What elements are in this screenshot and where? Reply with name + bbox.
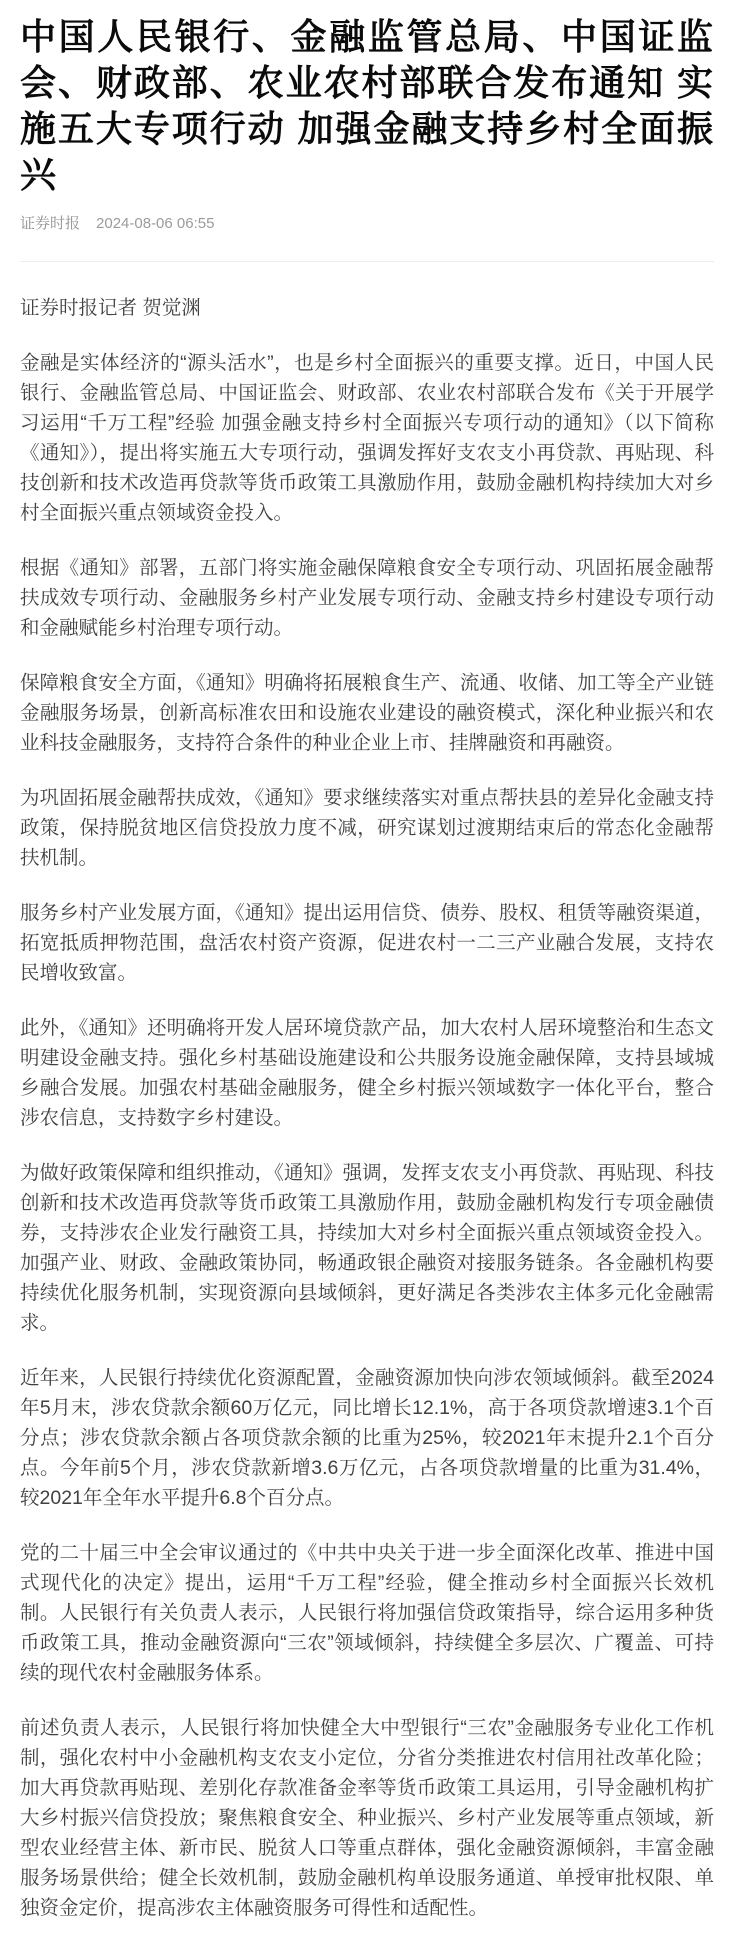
article-paragraph: 服务乡村产业发展方面，《通知》提出运用信贷、债券、股权、租赁等融资渠道，拓宽抵质押物范围，盘活农村资产资源，促进农村一二三产业融合发展，支持农民增收致富。: [20, 902, 714, 984]
publish-timestamp: 2024-08-06 06:55: [96, 215, 215, 232]
reporter-byline: 证券时报记者 贺觉渊: [20, 297, 201, 319]
article-paragraph: 金融是实体经济的“源头活水”，也是乡村全面振兴的重要支撑。近日，中国人民银行、金融监管总局、中国证监会、财政部、农业农村部联合发布《关于开展学习运用“千万工程”经验 加强金融支持乡村全面振兴专项行动的通知》（以下简称《通知》），提出将实施五大专项行动，强调发挥好支农支小再贷款、再贴现、科技创新和技术改造再贷款等货币政策工具激励作用，鼓励金融机构持续加大对乡村全面振兴重点领域资金投入。: [20, 352, 714, 524]
article-paragraph: 根据《通知》部署，五部门将实施金融保障粮食安全专项行动、巩固拓展金融帮扶成效专项行动、金融服务乡村产业发展专项行动、金融支持乡村建设专项行动和金融赋能乡村治理专项行动。: [20, 557, 714, 639]
article-paragraph: 前述负责人表示，人民银行将加快健全大中型银行“三农”金融服务专业化工作机制，强化农村中小金融机构支农支小定位，分省分类推进农村信用社改革化险；加大再贷款再贴现、差别化存款准备金率等货币政策工具运用，引导金融机构扩大乡村振兴信贷投放；聚焦粮食安全、种业振兴、乡村产业发展等重点领域，新型农业经营主体、新市民、脱贫人口等重点群体，强化金融资源倾斜，丰富金融服务场景供给；健全长效机制，鼓励金融机构单设服务通道、单授审批权限、单独资金定价，提高涉农主体融资服务可得性和适配性。: [20, 1717, 714, 1919]
source-name: 证券时报: [20, 215, 81, 232]
article-paragraph: 为做好政策保障和组织推动，《通知》强调，发挥支农支小再贷款、再贴现、科技创新和技术改造再贷款等货币政策工具激励作用，鼓励金融机构发行专项金融债券，支持涉农企业发行融资工具，持续加大对乡村全面振兴重点领域资金投入。加强产业、财政、金融政策协同，畅通政银企融资对接服务链条。各金融机构要持续优化服务机制，实现资源向县域倾斜，更好满足各类涉农主体多元化金融需求。: [20, 1162, 714, 1334]
article-paragraph: 保障粮食安全方面，《通知》明确将拓展粮食生产、流通、收储、加工等全产业链金融服务场景，创新高标准农田和设施农业建设的融资模式，深化种业振兴和农业科技金融服务，支持符合条件的种业企业上市、挂牌融资和再融资。: [20, 672, 714, 754]
article-paragraph: 此外，《通知》还明确将开发人居环境贷款产品，加大农村人居环境整治和生态文明建设金融支持。强化乡村基础设施建设和公共服务设施金融保障，支持县域城乡融合发展。加强农村基础金融服务，健全乡村振兴领域数字一体化平台，整合涉农信息，支持数字乡村建设。: [20, 1017, 714, 1129]
page-title: 中国人民银行、金融监管总局、中国证监会、财政部、农业农村部联合发布通知 实施五大专项行动 加强金融支持乡村全面振兴: [20, 16, 714, 195]
meta-divider: [20, 261, 714, 262]
article-meta: [20, 214, 714, 234]
article-body: [20, 348, 714, 1923]
article-paragraph: 近年来，人民银行持续优化资源配置，金融资源加快向涉农领域倾斜。截至2024年5月末，涉农贷款余额60万亿元，同比增长12.1%，高于各项贷款增速3.1个百分点；涉农贷款余额占各项贷款余额的比重为25%，较2021年末提升2.1个百分点。今年前5个月，涉农贷款新增3.6万亿元，占各项贷款增量的比重为31.4%，较2021年全年水平提升6.8个百分点。: [20, 1367, 714, 1509]
article-paragraph: 为巩固拓展金融帮扶成效，《通知》要求继续落实对重点帮扶县的差异化金融支持政策，保持脱贫地区信贷投放力度不减，研究谋划过渡期结束后的常态化金融帮扶机制。: [20, 787, 714, 869]
article-paragraph: 党的二十届三中全会审议通过的《中共中央关于进一步全面深化改革、推进中国式现代化的决定》提出，运用“千万工程”经验，健全推动乡村全面振兴长效机制。人民银行有关负责人表示，人民银行将加强信贷政策指导，综合运用多种货币政策工具，推动金融资源向“三农”领域倾斜，持续健全多层次、广覆盖、可持续的现代农村金融服务体系。: [20, 1542, 714, 1684]
